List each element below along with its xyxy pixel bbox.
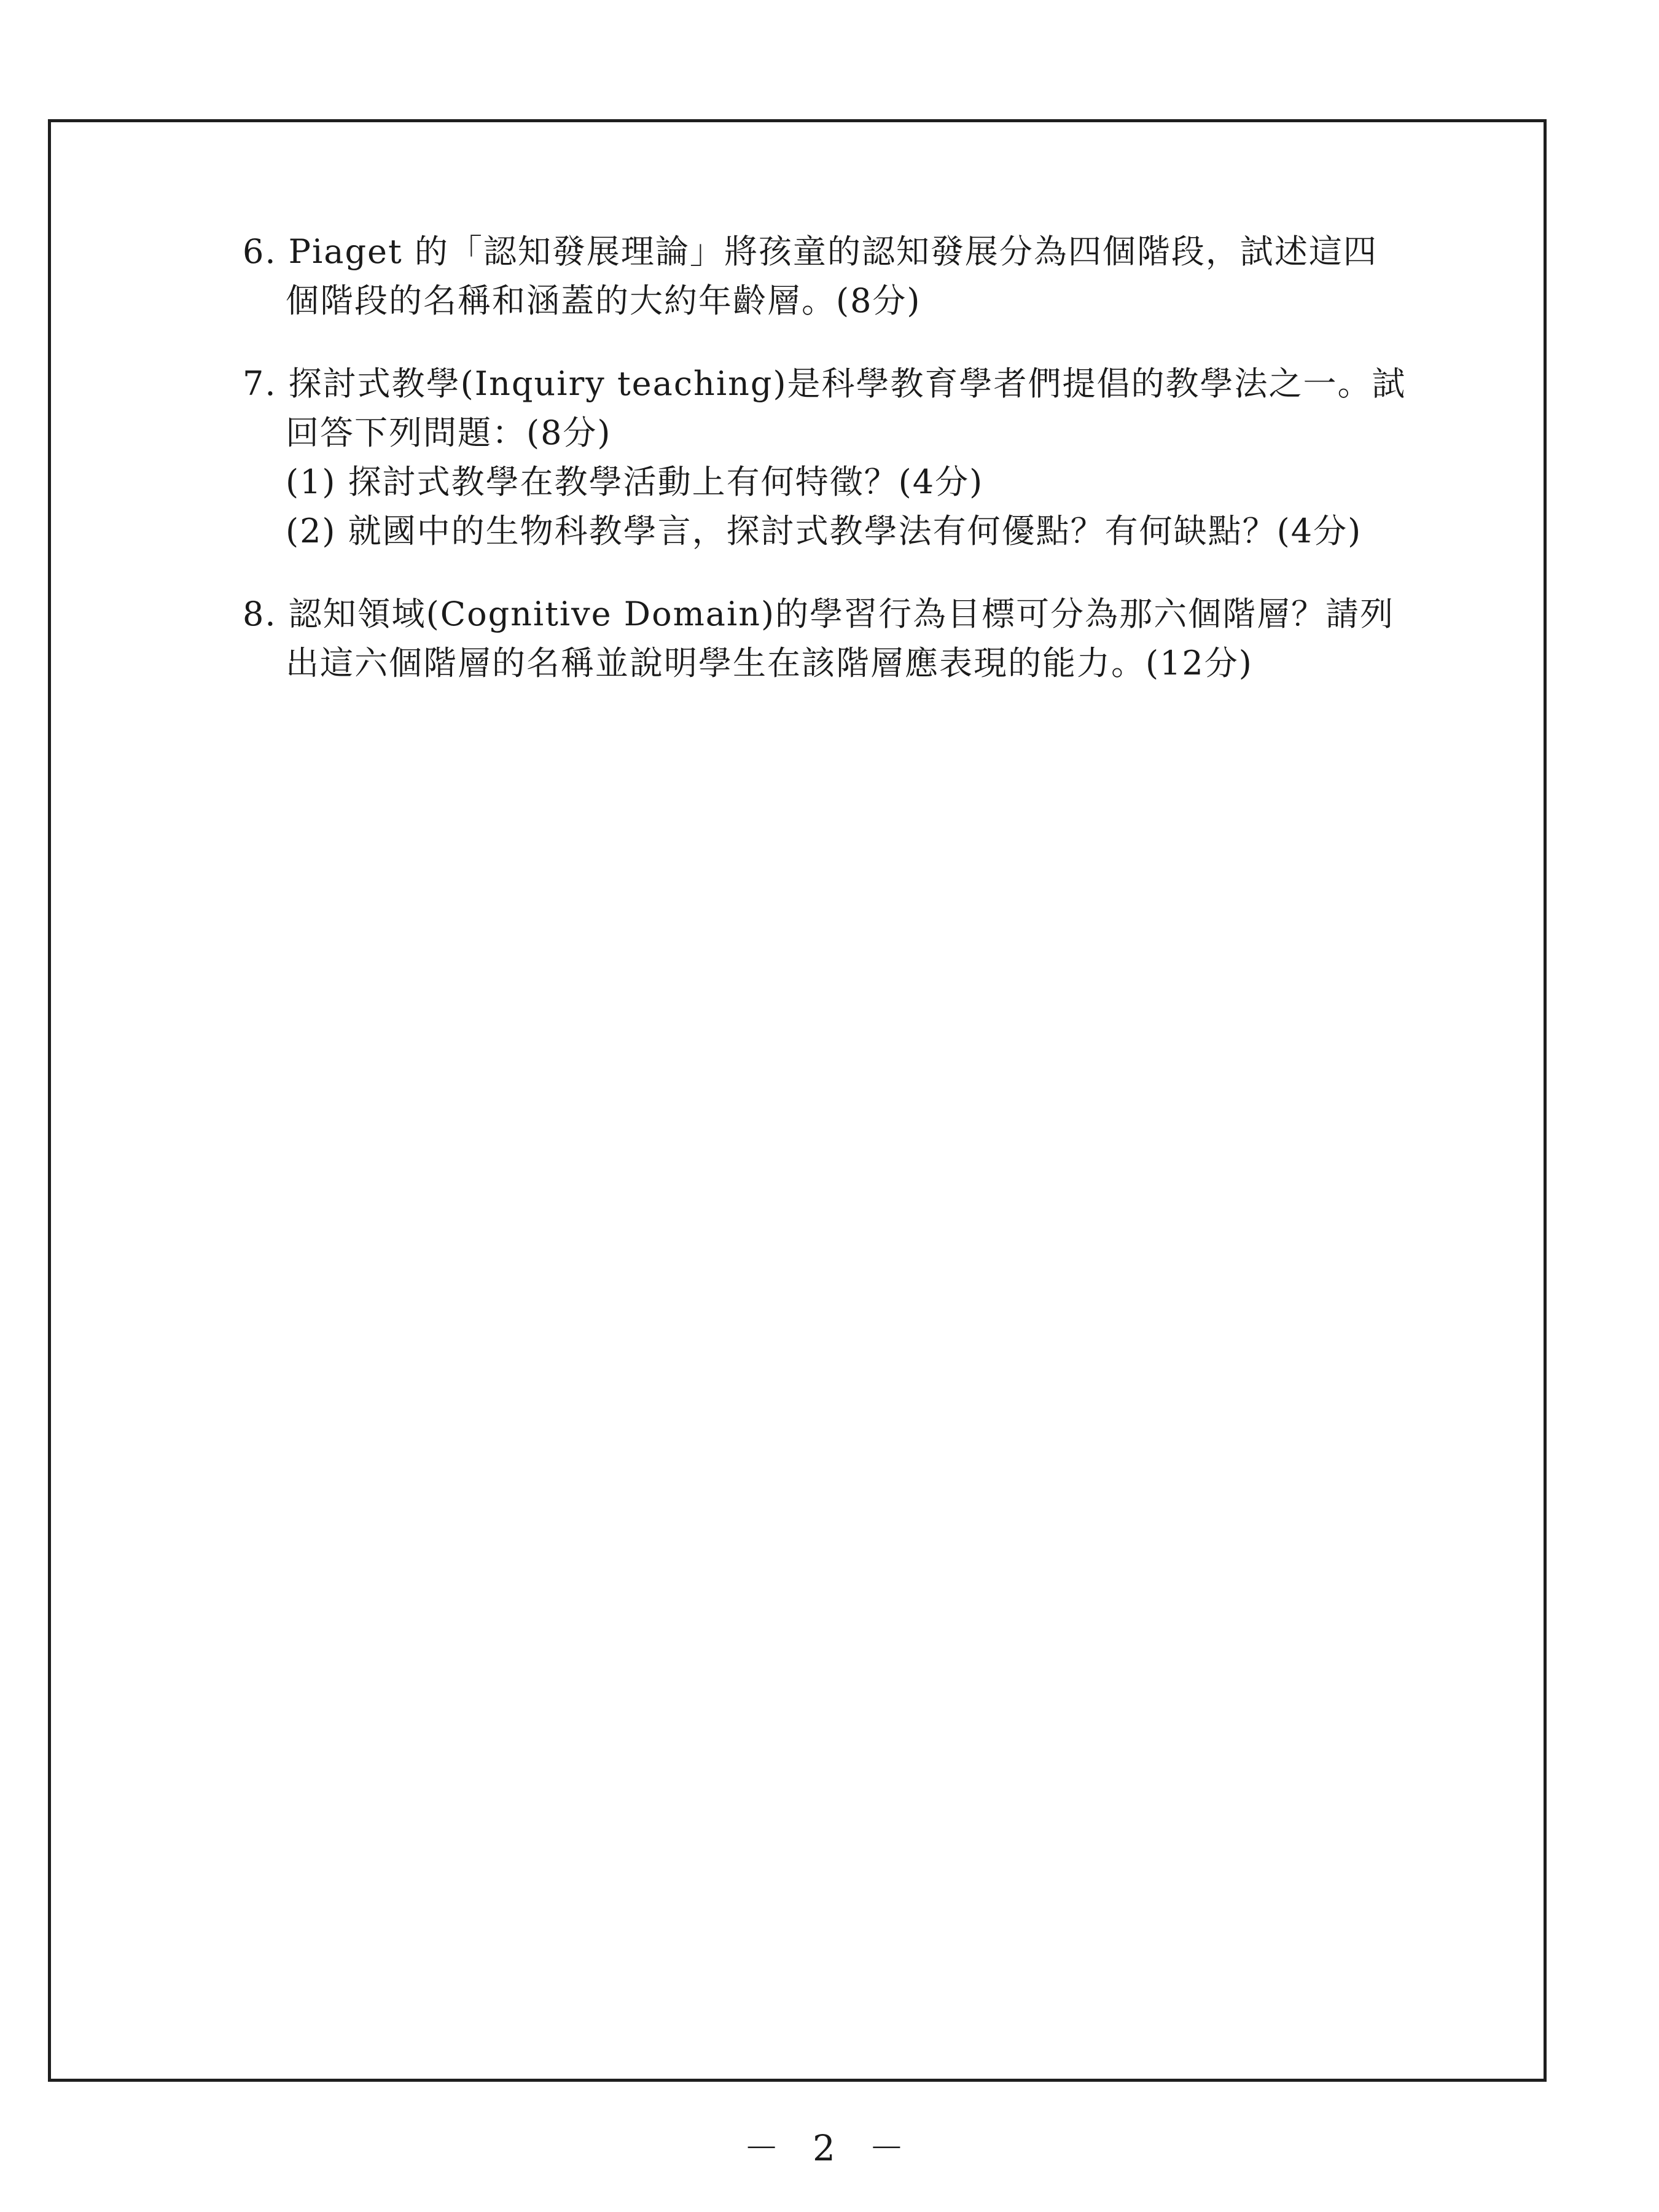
question-8-line-2: 出這六個階層的名稱並說明學生在該階層應表現的能力。(12分) xyxy=(286,644,1253,682)
question-7-subquestion-1: (1) 探討式教學在教學活動上有何特徵？(4分) xyxy=(286,463,984,501)
question-7-line-1: 7. 探討式教學(Inquiry teaching)是科學教育學者們提倡的教學法之一。試 xyxy=(243,364,1407,403)
page-number: － 2 － xyxy=(743,2127,916,2169)
question-6-line-2: 個階段的名稱和涵蓋的大約年齡層。(8分) xyxy=(286,281,921,320)
question-7 xyxy=(243,359,1471,556)
question-8 xyxy=(243,590,1471,688)
question-6 xyxy=(243,227,1471,326)
question-7-line-2: 回答下列問題：(8分) xyxy=(286,413,612,452)
question-6-line-1: 6. Piaget 的「認知發展理論」將孩童的認知發展分為四個階段，試述這四 xyxy=(243,232,1378,271)
question-7-subquestion-2: (2) 就國中的生物科教學言，探討式教學法有何優點？有何缺點？(4分) xyxy=(286,512,1362,550)
question-8-line-1: 8. 認知領域(Cognitive Domain)的學習行為目標可分為那六個階層？請列 xyxy=(243,595,1395,633)
